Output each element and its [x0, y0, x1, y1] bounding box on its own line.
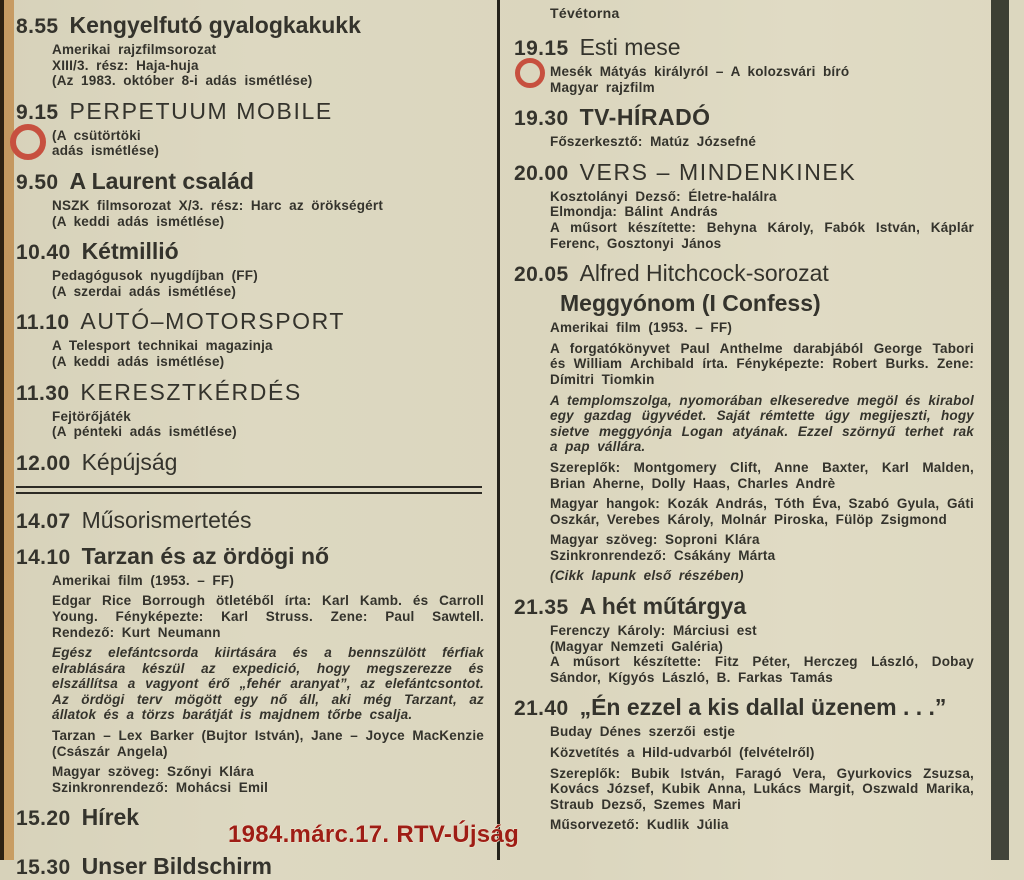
program-line: XIII/3. rész: Haja-huja [52, 57, 199, 73]
program-line: Szereplők: Bubik István, Faragó Vera, Gyurkovics Zsuzsa, Kovács József, Kubik Anna, Lukács Margit, Oszwald Marika, Straub Dezső, Szemes Mari [550, 765, 974, 812]
program-line: Elmondja: Bálint András [550, 204, 718, 220]
time-label: 14.10 [16, 545, 71, 569]
program-line: Mesék Mátyás királyról – A kolozsvári bíró [550, 64, 850, 79]
program-line: adás ismétlése) [52, 143, 160, 159]
time-label: 11.10 [16, 311, 70, 335]
program-line: Egész elefántcsorda kiirtására és a bennszülött férfiak elrablására készül az expedició, hogy megszerezze és elszállítsa a vagyont érő „fehér aranyat”, az elefántcsontot. Az ördögi terv mögött egy nő áll, aki még Tarzant, az állatok és a törzs barátját is majdnem tőrbe csalja. [52, 645, 484, 723]
program-line: (A keddi adás ismétlése) [52, 213, 225, 229]
program-line: Magyar szöveg: Szőnyi Klára [52, 764, 254, 780]
time-label: 15.20 [16, 807, 71, 831]
program-title: Hírek [81, 804, 140, 831]
program-line: A műsort készítette: Fitz Péter, Herczeg László, Dobay Sándor, Kígyós László, B. Farkas Tamás [550, 654, 974, 685]
time-label: 21.40 [514, 697, 569, 721]
program-title: Esti mese [579, 34, 681, 60]
repeat-marker-icon [10, 124, 46, 160]
program-details [550, 134, 974, 150]
program-details [550, 320, 974, 584]
program-2000 [514, 159, 974, 251]
program-line: Szereplők: Montgomery Clift, Anne Baxter, Karl Malden, Brian Aherne, Dolly Haas, Charles Andrè [550, 459, 974, 491]
time-label: 19.30 [514, 107, 569, 131]
program-line: NSZK filmsorozat X/3. rész: Harc az örökségért [52, 197, 384, 213]
program-line: Amerikai film (1953. – FF) [52, 572, 235, 588]
time-label: 10.40 [16, 241, 71, 265]
program-line: (A keddi adás ismétlése) [52, 353, 225, 369]
program-1915 [514, 34, 974, 95]
program-line: Kosztolányi Dezső: Életre-halálra [550, 188, 777, 204]
program-title: TV-HÍRADÓ [579, 104, 711, 131]
program-line: (A szerdai adás ismétlése) [52, 283, 237, 299]
program-title: PERPETUUM MOBILE [69, 97, 333, 124]
program-title: Unser Bildschirm [81, 853, 273, 879]
program-1410 [16, 543, 484, 796]
program-line: Edgar Rice Borrough ötletéből írta: Karl Kamb. és Carroll Young. Fényképezte: Karl Struss. Zene: Paul Sawtell. Rendező: Kurt Neumann [52, 593, 484, 640]
program-line: Amerikai rajzfilmsorozat [52, 42, 217, 57]
program-line: Magyar szöveg: Soproni Klára [550, 532, 760, 548]
program-line: Műsorvezető: Kudlik Júlia [550, 817, 729, 833]
date-stamp: 1984.márc.17. RTV-Újság [228, 821, 520, 848]
program-line: Szinkronrendező: Mohácsi Emil [52, 779, 269, 795]
program-details [52, 268, 484, 299]
program-title: Kengyelfutó gyalogkakukk [69, 12, 361, 38]
program-line: Fejtörőjáték [52, 408, 131, 424]
program-line: Közvetítés a Hild-udvarból (felvételről) [550, 745, 815, 761]
program-1130 [16, 379, 484, 440]
right-column [514, 2, 974, 860]
program-title: A hét műtárgya [579, 593, 747, 620]
program-details [550, 64, 974, 95]
program-title: Alfred Hitchcock-sorozat [579, 260, 829, 287]
program-details [52, 128, 484, 159]
program-title: VERS – MINDENKINEK [579, 158, 857, 185]
program-line: Amerikai film (1953. – FF) [550, 320, 733, 336]
program-line: Magyar rajzfilm [550, 79, 655, 95]
program-line: Főszerkesztő: Matúz Józsefné [550, 134, 757, 150]
program-title: „Én ezzel a kis dallal üzenem . . .” [579, 694, 947, 721]
time-label: 20.05 [514, 263, 569, 287]
program-1040 [16, 238, 484, 299]
time-label: 9.15 [16, 100, 59, 124]
program-2135 [514, 593, 974, 685]
repeat-marker-icon [515, 58, 545, 88]
program-915 [16, 98, 484, 159]
program-1930 [514, 104, 974, 150]
program-title: KERESZTKÉRDÉS [80, 378, 302, 405]
program-title: Tarzan és az ördögi nő [81, 542, 330, 569]
program-line: A műsort készítette: Behyna Károly, Fabók István, Káplár Ferenc, Gosztonyi János [550, 219, 974, 251]
program-line: (A csütörtöki [52, 127, 141, 143]
program-1110 [16, 308, 484, 369]
time-label: 15.30 [16, 856, 71, 879]
program-1407 [16, 507, 484, 534]
time-label: 8.55 [16, 15, 59, 38]
program-title: Műsorismertetés [81, 506, 252, 533]
program-subtitle: Meggyónom (I Confess) [560, 290, 821, 317]
program-1200 [16, 449, 484, 476]
program-line: Szinkronrendező: Csákány Márta [550, 547, 776, 563]
program-details [52, 573, 484, 796]
cutoff-line [16, 853, 476, 879]
program-details [52, 42, 484, 89]
program-2005 [514, 260, 974, 584]
program-title: Kétmillió [81, 238, 179, 265]
continuation-line: Tévétorna [550, 5, 620, 21]
program-title: AUTÓ–MOTORSPORT [80, 308, 346, 335]
page-right-bar [991, 0, 1009, 860]
program-line: Tarzan – Lex Barker (Bujtor István), Jane – Joyce MacKenzie (Császár Angela) [52, 728, 484, 759]
program-line: (Magyar Nemzeti Galéria) [550, 638, 724, 654]
program-2140 [514, 694, 974, 833]
program-title: Képújság [81, 448, 178, 475]
program-line: Magyar hangok: Kozák András, Tóth Éva, Szabó Gyula, Gáti Oszkár, Verebes Károly, Molnár Piroska, Fülöp Zsigmond [550, 496, 974, 527]
program-details [550, 724, 974, 833]
program-950 [16, 168, 484, 229]
time-label: 12.00 [16, 451, 71, 475]
program-line: Pedagógusok nyugdíjban (FF) [52, 268, 258, 284]
page-right-margin [1009, 0, 1024, 860]
program-line: A forgatókönyvet Paul Anthelme darabjából George Tabori és William Archibald írta. Fényképezte: Robert Burks. Zene: Dímitri Tiomkin [550, 340, 974, 387]
time-label: 20.00 [514, 161, 569, 185]
program-details [52, 338, 484, 369]
left-column [16, 12, 484, 860]
page-edge-strip [4, 0, 14, 860]
program-855 [16, 12, 484, 89]
program-details [52, 409, 484, 440]
time-label: 14.07 [16, 509, 71, 533]
program-line: (A pénteki adás ismétlése) [52, 424, 237, 440]
section-divider [16, 486, 482, 494]
program-title: A Laurent család [69, 167, 254, 194]
program-details [52, 198, 484, 229]
time-label: 9.50 [16, 170, 59, 194]
program-line: (Cikk lapunk első részében) [550, 568, 744, 584]
time-label: 19.15 [514, 37, 569, 60]
column-divider [497, 0, 500, 860]
program-line: A templomszolga, nyomorában elkeseredve megöl és kirabol egy gazdag ügyvédet. Saját rémtette úgy megijeszti, hogy sietve meggyónja Logan atyának. Ezzel szörnyű terhet rak a pap vállára. [550, 392, 974, 455]
time-label: 11.30 [16, 381, 70, 405]
program-line: A Telesport technikai magazinja [52, 338, 273, 354]
program-line: Buday Dénes szerzői estje [550, 724, 736, 740]
time-label: 21.35 [514, 596, 569, 620]
program-line: Ferenczy Károly: Márciusi est [550, 623, 757, 639]
program-details [550, 189, 974, 251]
program-line: (Az 1983. október 8-i adás ismétlése) [52, 73, 313, 89]
program-details [550, 623, 974, 685]
